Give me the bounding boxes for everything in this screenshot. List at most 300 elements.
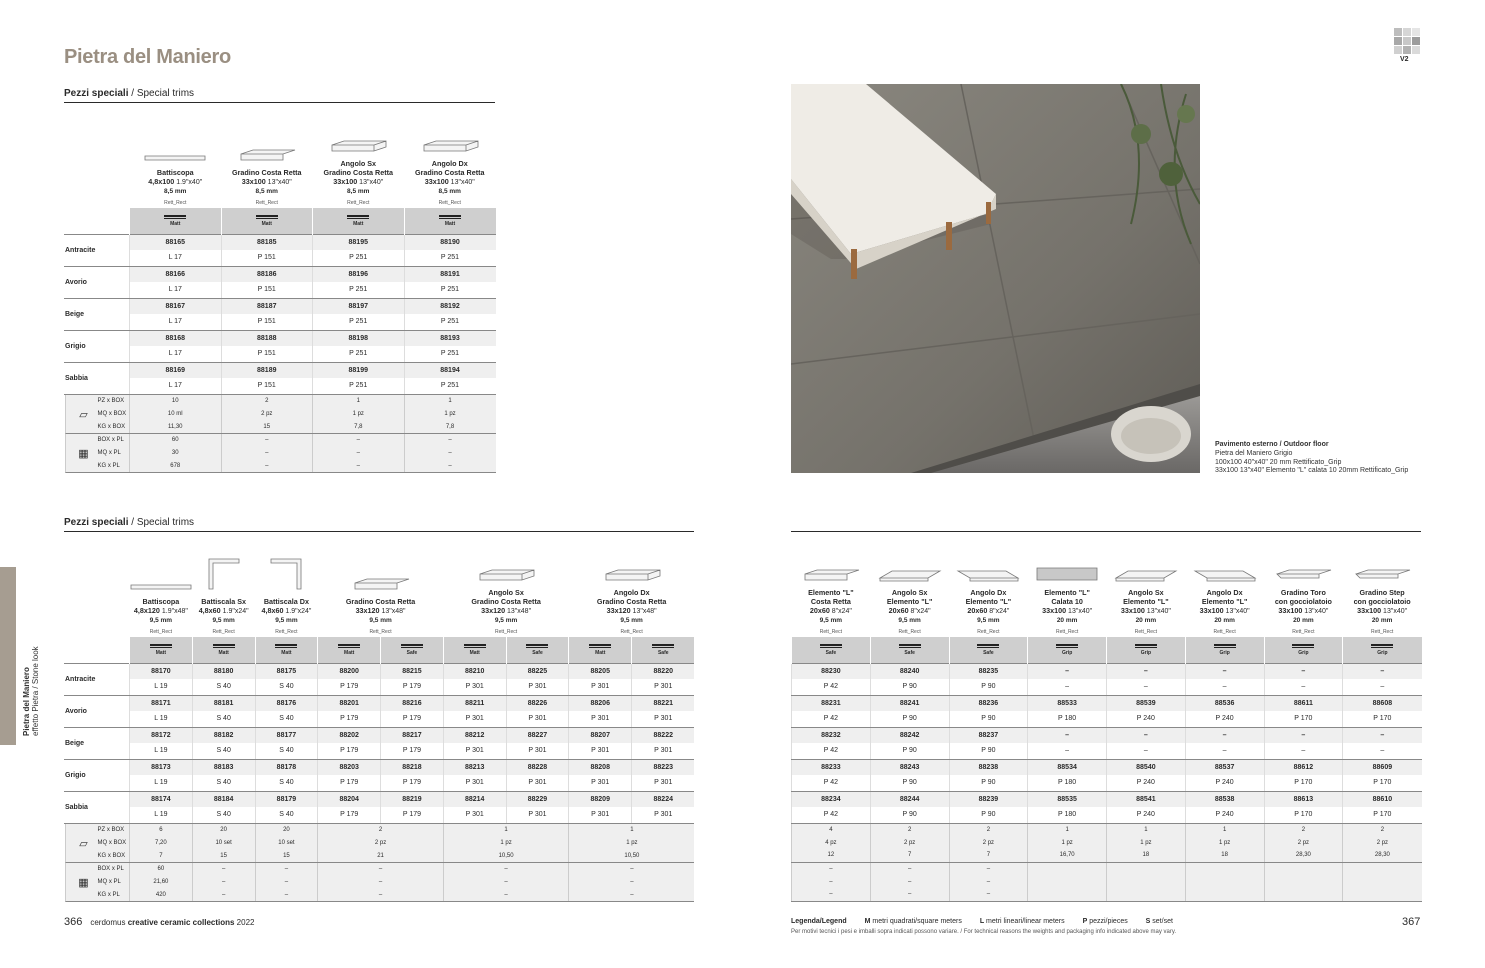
rectified-label: Rett_Rect — [347, 199, 370, 206]
price-unit: P 301 — [569, 679, 632, 695]
pack-value: 1 pz — [1028, 836, 1107, 849]
pack-value: 18 — [1107, 849, 1186, 862]
pallet-value: – — [221, 447, 313, 460]
finish-cell — [1264, 637, 1343, 663]
code-row — [65, 759, 695, 775]
section-heading-1: Pezzi speciali / Special trims — [64, 88, 495, 103]
pack-value: 7,20 — [130, 837, 193, 850]
pack-value: 1 pz — [1107, 836, 1186, 849]
product-thickness: 20 mm — [1135, 616, 1157, 624]
article-code: 88238 — [949, 759, 1028, 775]
article-code: 88236 — [949, 695, 1028, 711]
article-code: 88198 — [313, 330, 405, 346]
price-row — [65, 378, 496, 394]
price-row — [65, 775, 695, 791]
pallet-value: – — [404, 434, 496, 447]
price-unit: S 40 — [255, 807, 318, 823]
pack-row — [792, 823, 1422, 836]
pallet-value: 678 — [130, 460, 222, 473]
box-icon: ▱ — [79, 837, 88, 850]
finish-label: Grip — [1061, 649, 1073, 656]
pack-value: 10,50 — [443, 850, 569, 863]
pack-value: 2 pz — [1343, 836, 1422, 849]
article-code: 88167 — [130, 298, 222, 314]
price-unit: – — [1185, 679, 1264, 695]
code-row — [65, 266, 496, 282]
code-row — [65, 695, 695, 711]
article-code: 88611 — [1264, 695, 1343, 711]
product-thickness: 9,5 mm — [275, 616, 298, 624]
product-name: Battiscopa — [156, 167, 194, 177]
price-unit: P 301 — [506, 711, 569, 727]
finish-row — [792, 637, 1422, 663]
price-unit: P 240 — [1185, 711, 1264, 727]
price-unit: P 179 — [381, 807, 444, 823]
pallet-value — [1185, 875, 1264, 888]
price-row — [65, 346, 496, 362]
product-size-cm: 4,8x60 — [198, 605, 221, 615]
pack-value: 1 — [313, 394, 405, 408]
article-code: 88242 — [870, 727, 949, 743]
pack-value: 1 pz — [313, 408, 405, 421]
product-header — [192, 537, 255, 637]
finish-cell — [192, 637, 255, 663]
price-unit: P 179 — [318, 711, 381, 727]
trim-shape-icon — [326, 139, 390, 153]
pallet-value — [1264, 862, 1343, 875]
pack-row — [65, 421, 496, 434]
pack-value: 10 — [130, 394, 222, 408]
pallet-value: 60 — [130, 434, 222, 447]
price-unit: P 301 — [443, 807, 506, 823]
product-size-cm: 20x60 — [967, 605, 988, 615]
code-row — [65, 234, 496, 250]
product-thickness: 20 mm — [1371, 616, 1393, 624]
price-unit: P 251 — [313, 346, 405, 362]
price-unit: P 251 — [404, 314, 496, 330]
pack-value: 2 pz — [318, 837, 444, 850]
pack-label: BOX x PL — [97, 437, 124, 443]
price-unit: P 301 — [632, 711, 695, 727]
article-code: 88177 — [255, 727, 318, 743]
pallet-value: – — [569, 876, 695, 889]
product-name: Gradino Costa Retta — [232, 167, 302, 177]
article-code: 88536 — [1185, 695, 1264, 711]
pallet-value — [1264, 888, 1343, 901]
pallet-value — [1107, 888, 1186, 901]
price-row — [792, 775, 1422, 791]
footer-left: 366 cerdomus creative ceramic collections 2022 — [64, 916, 255, 928]
product-size-inch: 8"x24" — [829, 607, 852, 615]
trim-shape-icon — [878, 568, 942, 582]
product-thickness: 20 mm — [1214, 616, 1235, 624]
pallet-value: – — [870, 888, 949, 901]
price-unit: P 42 — [792, 807, 871, 823]
product-size-inch: 1.9"x48" — [159, 607, 188, 615]
price-unit: P 240 — [1107, 807, 1186, 823]
finish-label: Matt — [170, 220, 181, 227]
article-code: 88211 — [443, 695, 506, 711]
article-code: 88190 — [404, 234, 496, 250]
pallet-value: – — [443, 863, 569, 876]
product-name: Gradino Toro con gocciolatoio — [1274, 587, 1332, 606]
finish-label: Safe — [657, 649, 669, 656]
article-code: 88220 — [632, 663, 695, 679]
pack-row — [65, 394, 496, 408]
product-size-inch: 13"x40" — [1302, 607, 1329, 615]
article-code: 88181 — [192, 695, 255, 711]
color-name: Grigio — [65, 330, 130, 362]
article-code: 88228 — [506, 759, 569, 775]
pallet-value: – — [792, 862, 871, 875]
article-code: 88222 — [632, 727, 695, 743]
price-unit: P 301 — [443, 711, 506, 727]
article-code: 88208 — [569, 759, 632, 775]
pack-value: 1 — [1185, 823, 1264, 836]
article-code: 88244 — [870, 791, 949, 807]
trim-shape-icon — [1114, 568, 1178, 582]
pack-value: 2 — [1343, 823, 1422, 836]
pack-label-cell — [65, 876, 130, 889]
pack-label: MQ x BOX — [97, 411, 127, 417]
pack-label: KG x BOX — [97, 852, 126, 859]
price-unit: P 301 — [569, 775, 632, 791]
product-size-cm: 33x100 — [1278, 605, 1303, 615]
article-code: 88537 — [1185, 759, 1264, 775]
price-unit: S 40 — [255, 679, 318, 695]
code-row — [792, 791, 1422, 807]
product-header — [792, 537, 871, 637]
pack-row — [65, 837, 695, 850]
price-unit: P 251 — [313, 282, 405, 298]
pack-label: KG x BOX — [97, 423, 126, 430]
product-size — [870, 606, 949, 617]
price-unit: P 179 — [318, 679, 381, 695]
product-name: Elemento "L" Calata 10 — [1044, 587, 1090, 606]
pallet-value — [1343, 875, 1422, 888]
color-name: Sabbia — [65, 362, 130, 394]
article-code: 88608 — [1343, 695, 1422, 711]
pallet-row — [65, 447, 496, 460]
article-code: 88178 — [255, 759, 318, 775]
article-code: 88201 — [318, 695, 381, 711]
price-row — [792, 679, 1422, 695]
product-header — [313, 108, 405, 208]
rectified-label: Rett_Rect — [149, 628, 172, 635]
price-unit: P 240 — [1107, 775, 1186, 791]
finish-label: Matt — [281, 649, 292, 656]
price-row — [65, 679, 695, 695]
pack-row — [65, 850, 695, 863]
pack-value: 2 — [221, 394, 313, 408]
article-code: 88207 — [569, 727, 632, 743]
article-code: 88226 — [506, 695, 569, 711]
article-code: 88214 — [443, 791, 506, 807]
article-code: 88233 — [792, 759, 871, 775]
article-code: 88205 — [569, 663, 632, 679]
price-unit: S 40 — [192, 775, 255, 791]
finish-cell — [221, 208, 313, 234]
finish-cell — [130, 208, 222, 234]
corner-cell — [65, 537, 130, 637]
product-header — [318, 537, 444, 637]
pack-value: 7,8 — [313, 421, 405, 434]
price-unit: P 42 — [792, 679, 871, 695]
trim-shape-icon — [1271, 568, 1335, 582]
pallet-value — [1028, 875, 1107, 888]
price-unit: P 301 — [443, 775, 506, 791]
pack-value: 11,30 — [130, 421, 222, 434]
article-code: 88170 — [130, 663, 193, 679]
finish-label: Matt — [261, 220, 272, 227]
product-size-cm: 33x100 — [1199, 605, 1224, 615]
article-code: 88175 — [255, 663, 318, 679]
article-code: 88612 — [1264, 759, 1343, 775]
product-name: Angolo Dx Gradino Costa Retta — [415, 158, 485, 177]
price-unit: P 151 — [221, 282, 313, 298]
legend: Legenda/Legend M metri quadrati/square meters L metri lineari/linear meters P pezzi/pieces S set/set — [791, 918, 1173, 925]
rectified-label: Rett_Rect — [977, 628, 1000, 635]
product-size-inch: 13"x40" — [1223, 607, 1250, 615]
pallet-row — [65, 876, 695, 889]
article-code: – — [1343, 727, 1422, 743]
pack-label-cell — [65, 863, 130, 876]
price-unit: P 251 — [404, 346, 496, 362]
product-name: Battiscala Dx — [263, 596, 309, 606]
pallet-value: – — [192, 863, 255, 876]
pack-value: 2 pz — [949, 836, 1028, 849]
finish-label: Safe — [983, 649, 994, 656]
price-row — [792, 711, 1422, 727]
finish-profile-icon — [977, 644, 999, 648]
product-size-inch: 13"x40" — [265, 178, 292, 186]
finish-cell — [381, 637, 444, 663]
finish-row — [65, 637, 695, 663]
price-unit: P 301 — [506, 743, 569, 759]
article-code: 88191 — [404, 266, 496, 282]
pack-label-cell — [65, 421, 130, 434]
finish-profile-icon — [401, 644, 423, 648]
pack-value: 20 — [192, 823, 255, 837]
price-unit: – — [1185, 743, 1264, 759]
pack-value: 20 — [255, 823, 318, 837]
product-name: Angolo Sx Elemento "L" — [886, 587, 933, 606]
article-code: 88210 — [443, 663, 506, 679]
tile-grid-icon — [1394, 28, 1420, 59]
pack-value: 1 — [569, 823, 695, 837]
article-code: 88215 — [381, 663, 444, 679]
price-unit: S 40 — [192, 807, 255, 823]
trim-shape-icon — [269, 557, 303, 591]
article-code: 88217 — [381, 727, 444, 743]
code-row — [65, 362, 496, 378]
article-code: 88180 — [192, 663, 255, 679]
trims-table-8-5mm — [64, 108, 496, 473]
pack-value: 2 pz — [870, 836, 949, 849]
finish-label: Grip — [1377, 649, 1388, 656]
price-unit: P 151 — [221, 346, 313, 362]
pack-label-cell — [65, 408, 130, 421]
price-unit: P 42 — [792, 711, 871, 727]
finish-label: Matt — [155, 649, 167, 656]
product-size-cm: 33x100 — [333, 176, 358, 186]
finish-profile-icon — [1056, 644, 1078, 648]
pallet-value — [1028, 862, 1107, 875]
article-code: 88212 — [443, 727, 506, 743]
rectified-label: Rett_Rect — [620, 628, 643, 635]
pack-label: MQ x BOX — [97, 840, 127, 846]
article-code: 88535 — [1028, 791, 1107, 807]
article-code: 88223 — [632, 759, 695, 775]
product-size — [949, 606, 1028, 617]
product-size-inch: 13"x40" — [1066, 607, 1093, 615]
article-code: 88234 — [792, 791, 871, 807]
pallet-value: – — [221, 434, 313, 447]
product-header — [255, 537, 318, 637]
pallet-value — [1107, 862, 1186, 875]
pallet-value: – — [949, 888, 1028, 901]
price-unit: P 301 — [506, 807, 569, 823]
pack-value: 2 pz — [221, 408, 313, 421]
color-name: Antracite — [65, 663, 130, 695]
price-unit: P 301 — [443, 679, 506, 695]
price-unit: P 90 — [870, 679, 949, 695]
product-header — [1028, 537, 1107, 637]
article-code: 88540 — [1107, 759, 1186, 775]
finish-cell — [443, 637, 506, 663]
product-name: Angolo Sx Gradino Costa Retta — [323, 158, 393, 177]
pallet-value: – — [255, 889, 318, 902]
product-size-cm: 20x60 — [809, 605, 830, 615]
product-header — [443, 537, 569, 637]
finish-label: Grip — [1219, 649, 1230, 656]
pack-label-cell — [65, 850, 130, 863]
article-code: – — [1185, 727, 1264, 743]
article-code: 88610 — [1343, 791, 1422, 807]
product-header — [870, 537, 949, 637]
finish-label: Grip — [1140, 649, 1152, 656]
pallet-icon: ▦ — [78, 876, 89, 889]
finish-profile-icon — [1135, 644, 1157, 648]
pallet-value: 30 — [130, 447, 222, 460]
pallet-value: – — [318, 889, 444, 902]
article-code: 88197 — [313, 298, 405, 314]
price-unit: P 301 — [569, 711, 632, 727]
pack-value: 2 — [870, 823, 949, 836]
pallet-value: – — [949, 875, 1028, 888]
price-unit: L 17 — [130, 282, 222, 298]
page-number-left: 366 — [64, 916, 83, 928]
article-code: 88165 — [130, 234, 222, 250]
price-unit: P 240 — [1185, 807, 1264, 823]
rectified-label: Rett_Rect — [494, 628, 518, 635]
price-unit: P 179 — [381, 775, 444, 791]
article-code: 88176 — [255, 695, 318, 711]
price-unit: P 170 — [1264, 711, 1343, 727]
pallet-value — [1107, 875, 1186, 888]
pack-value: 12 — [792, 849, 871, 862]
finish-cell — [506, 637, 569, 663]
price-unit: L 19 — [130, 679, 193, 695]
color-name: Beige — [65, 298, 130, 330]
pack-value: 1 — [443, 823, 569, 837]
article-code: 88202 — [318, 727, 381, 743]
finish-cell — [1343, 637, 1422, 663]
price-unit: P 180 — [1028, 807, 1107, 823]
price-unit: P 90 — [870, 807, 949, 823]
finish-cell — [313, 208, 405, 234]
price-unit: – — [1343, 679, 1422, 695]
product-size-inch: 13"x40" — [1144, 607, 1171, 615]
product-thickness: 20 mm — [1293, 616, 1314, 624]
rectified-label: Rett_Rect — [1056, 628, 1079, 635]
product-header — [1185, 537, 1264, 637]
product-header — [1343, 537, 1422, 637]
finish-profile-icon — [150, 644, 172, 648]
pack-value: 6 — [130, 823, 193, 837]
product-name: Angolo Sx Elemento "L" — [1123, 587, 1169, 606]
pallet-value: – — [192, 889, 255, 902]
price-unit: S 40 — [255, 775, 318, 791]
color-name: Avorio — [65, 266, 130, 298]
product-size-cm: 20x60 — [888, 605, 909, 615]
article-code: 88192 — [404, 298, 496, 314]
pack-value: 15 — [221, 421, 313, 434]
article-code: – — [1107, 663, 1186, 679]
pack-value: 10,50 — [569, 850, 695, 863]
product-size-inch: 1.9"x24" — [283, 607, 312, 615]
article-code: 88243 — [870, 759, 949, 775]
finish-profile-icon — [1214, 644, 1236, 648]
pallet-value — [1185, 862, 1264, 875]
price-unit: – — [1107, 743, 1186, 759]
product-name: Angolo Dx Gradino Costa Retta — [596, 587, 667, 606]
outdoor-floor-photo — [791, 84, 1200, 473]
product-thickness: 8,5 mm — [347, 187, 370, 195]
code-row — [792, 759, 1422, 775]
price-unit: P 151 — [221, 378, 313, 394]
pack-row — [65, 408, 496, 421]
price-unit: P 301 — [443, 743, 506, 759]
price-unit: P 301 — [569, 743, 632, 759]
pack-value: 7,8 — [404, 421, 496, 434]
price-unit: P 90 — [949, 775, 1028, 791]
pack-value: 21 — [318, 850, 444, 863]
product-size-inch: 13"x48" — [630, 607, 657, 615]
article-code: 88219 — [381, 791, 444, 807]
finish-label: Matt — [444, 220, 456, 227]
pack-label-cell — [65, 824, 130, 837]
pack-value: 28,30 — [1264, 849, 1343, 862]
trims-table-9-5mm — [64, 537, 694, 902]
pallet-value: – — [792, 888, 871, 901]
product-size — [192, 606, 255, 617]
finish-profile-icon — [347, 215, 369, 219]
pack-label: BOX x PL — [97, 866, 124, 872]
rectified-label: Rett_Rect — [255, 199, 278, 206]
pallet-row — [792, 875, 1422, 888]
article-code: 88534 — [1028, 759, 1107, 775]
pack-label-cell — [65, 447, 130, 460]
price-unit: S 40 — [255, 743, 318, 759]
article-code: 88231 — [792, 695, 871, 711]
pack-value: 1 — [1028, 823, 1107, 836]
pack-label-cell — [65, 434, 130, 447]
product-size — [443, 606, 569, 617]
price-row — [792, 743, 1422, 759]
finish-cell — [255, 637, 318, 663]
article-code: 88240 — [870, 663, 949, 679]
